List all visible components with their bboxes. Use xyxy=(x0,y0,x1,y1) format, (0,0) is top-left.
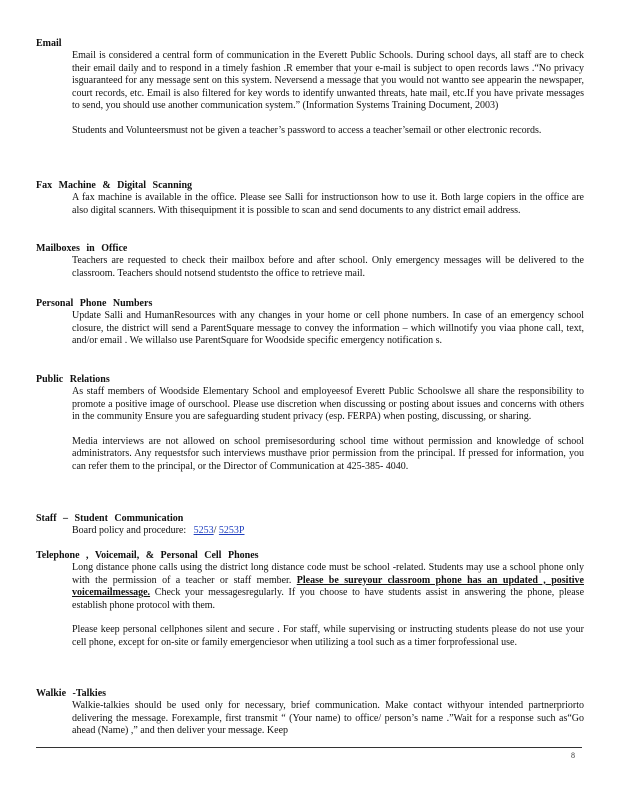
section-walkie-talkies xyxy=(36,687,584,738)
voicemail-notice: Please be sureyour classroom phone has an updated , positive voicemailmessage. xyxy=(72,574,584,599)
paragraph: Email is considered a central form of communication in the Everett Public Schools. During school days, all staff are to check their email daily and to respond in a timely fashion .R emember that your e-mail is subject to open records laws .“No privacy isguaranteed for any message sent on this system. Neversend a message that you would not wantto see appearin the newspaper, court records, etc. Email is also filtered for key words to identify unwanted threats, hate mail, etc.If you have private messages to send, you should use another communication system.” (Information Systems Training Document, 2003) xyxy=(72,50,584,112)
text-run: Check your messagesregularly. If you choose to have students assist in answering the phone, please establish phone protocol with them. xyxy=(72,587,585,611)
paragraph: Walkie-talkies should be used only for necessary, brief communication. Make contact withyour intended partnerpriorto delivering the message. Forexample, first transmit “ (Your name) to office/ person’s name .”Wait for a response such as“Go ahead (Name) ,” and then deliver your message. Keep xyxy=(72,700,584,737)
paragraph xyxy=(72,562,584,612)
section-heading: Personal Phone Numbers xyxy=(36,298,153,309)
policy-link-5253[interactable]: 5253 xyxy=(193,525,214,536)
section-heading: Fax Machine & Digital Scanning xyxy=(36,180,193,191)
section-personal-phone-numbers xyxy=(36,297,584,348)
text-run: Long distance phone calls using the district long distance code must be school -related. Students may use a school phone only with the permission of a teacher or staff member. xyxy=(72,562,584,586)
section-heading: Email xyxy=(36,38,62,49)
section-public-relations xyxy=(36,373,584,474)
section-telephone-voicemail xyxy=(36,549,584,650)
paragraph: As staff members of Woodside Elementary School and employeesof Everett Public Schoolswe all share the responsibility to promote a positive image of ourschool. Please use discretion when discussing or posting about issues and concerns with others in the community Ensure you are safeguarding student privacy (esp. FERPA) when posting, discussing, or sharing. xyxy=(72,386,584,423)
policy-label: Board policy and procedure: xyxy=(72,525,187,536)
section-heading: Telephone , Voicemail, & Personal Cell Phones xyxy=(36,550,259,561)
paragraph: Please keep personal cellphones silent and secure . For staff, while supervising or instructing students please do not use your cell phone, except for on-site or family emergenciesor when utilizing a tool such as a timer forprofessional use. xyxy=(72,624,584,648)
section-heading: Mailboxes in Office xyxy=(36,243,128,254)
paragraph: Students and Volunteersmust not be given a teacher’s password to access a teacher’semail or other electronic records. xyxy=(72,124,542,136)
section-email xyxy=(36,37,584,138)
section-heading: Staff – Student Communication xyxy=(36,513,184,524)
paragraph: Update Salli and HumanResources with any changes in your home or cell phone numbers. In case of an emergency school closure, the district will send a ParentSquare message to convey the information – which willnotify you viaa phone call, text, and/or email . We willalso use ParentSquare for Woodside specific emergency notification s. xyxy=(72,310,584,347)
link-separator: / xyxy=(213,525,217,536)
page-number: 8 xyxy=(571,751,575,760)
section-heading: Public Relations xyxy=(36,374,110,385)
paragraph: Media interviews are not allowed on school premisesorduring school time without permission and knowledge of school administrators. Any requestsfor such interviews musthave prior permission from the principal. If pressed for information, you can refer them to the principal, or the Director of Communication at 425-385- 4040. xyxy=(72,435,584,472)
section-mailboxes xyxy=(36,242,584,280)
paragraph: A fax machine is available in the office. Please see Salli for instructionson how to use it. Both large copiers in the office are also digital scanners. With thisequipment it is possible to scan and send documents to any district email address. xyxy=(72,192,584,216)
section-staff-student-communication xyxy=(36,512,584,538)
section-heading: Walkie -Talkies xyxy=(36,688,107,699)
procedure-link-5253p[interactable]: 5253P xyxy=(218,525,245,536)
footer-rule xyxy=(36,747,582,748)
paragraph: Teachers are requested to check their mailbox before and after school. Only emergency messages will be delivered to the classroom. Teachers should notsend studentsto the office to retrieve mail. xyxy=(72,255,584,279)
paragraph xyxy=(72,525,584,538)
section-fax xyxy=(36,179,584,217)
